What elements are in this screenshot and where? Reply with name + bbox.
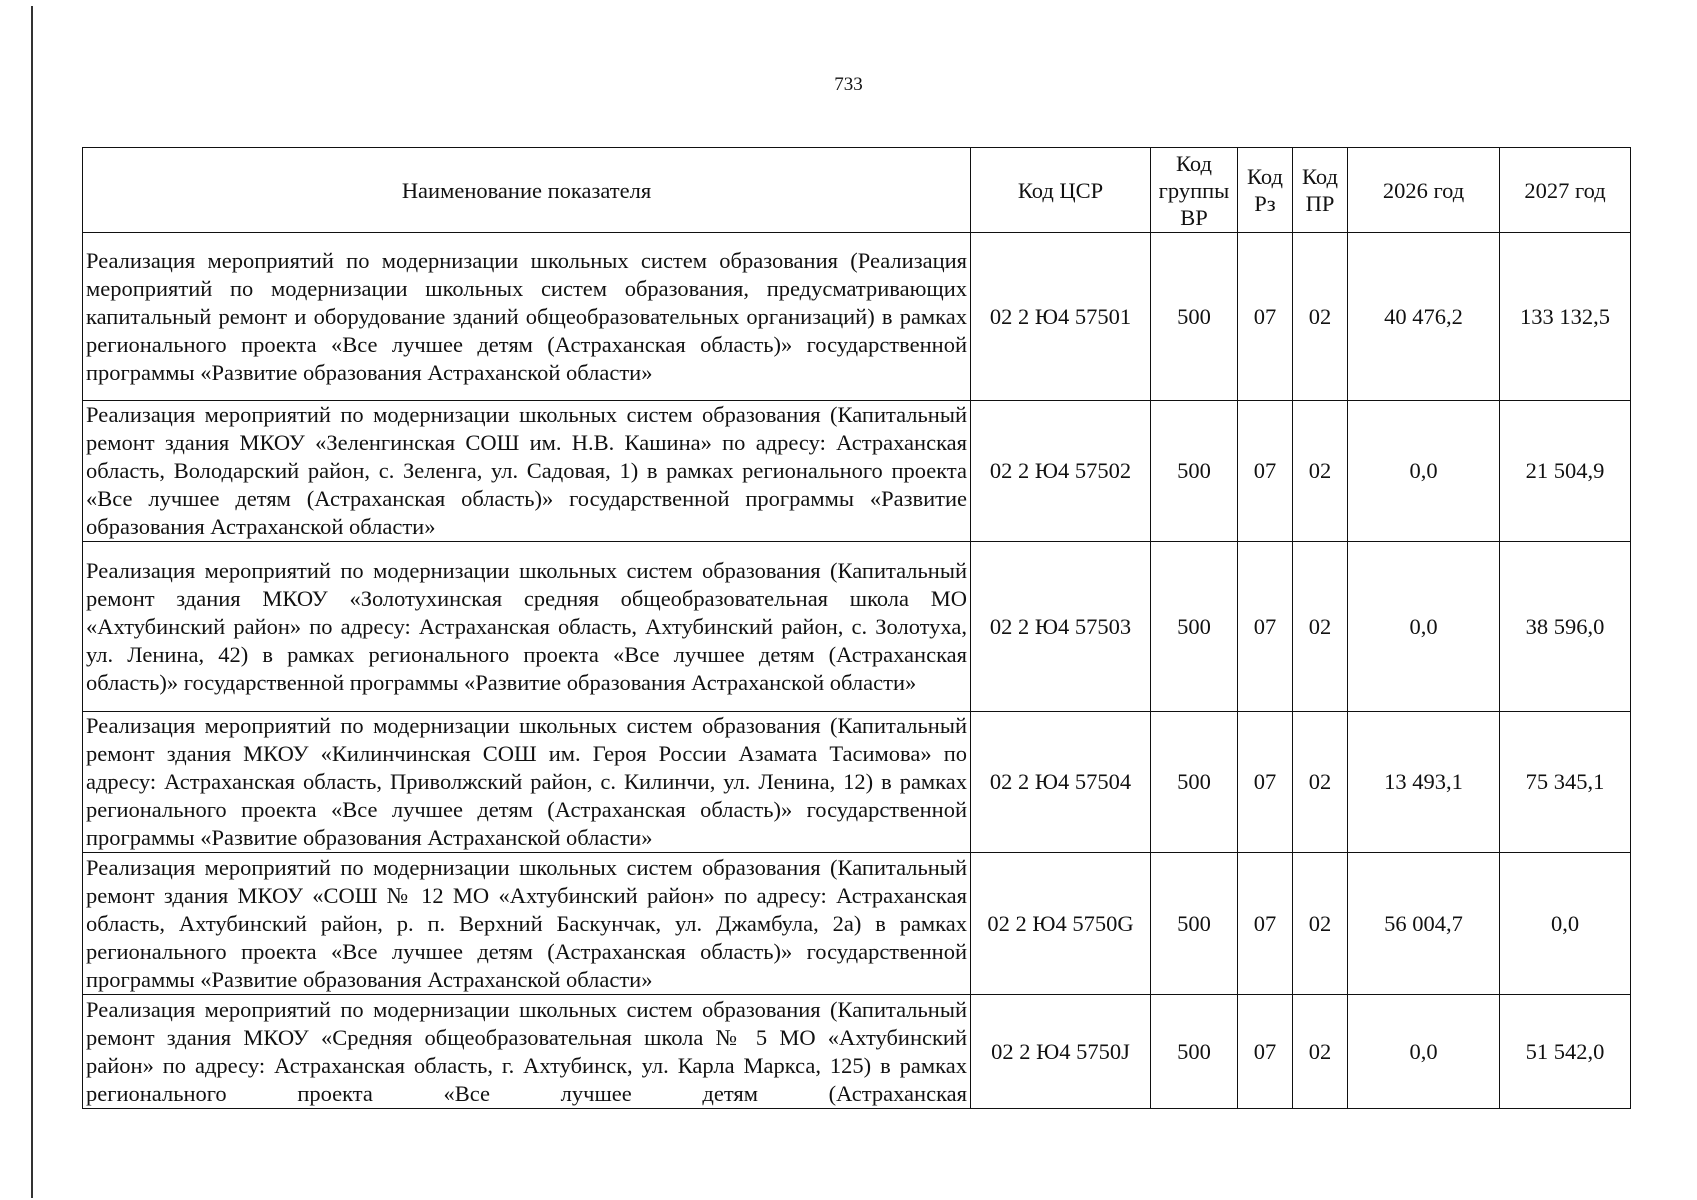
row-rz: 07 bbox=[1238, 542, 1293, 712]
row-name: Реализация мероприятий по модернизации школьных систем образования (Капитальный ремонт здания МКОУ «Зеленгинская СОШ им. Н.В. Кашина» по адресу: Астраханская область, Володарский район, с. Зеленга, ул. Садовая, 1) в рамках регионального проекта «Все лучшее детям (Астраханская область)» государственной программы «Развитие образования Астраханской области» bbox=[83, 401, 971, 542]
row-2026: 40 476,2 bbox=[1348, 233, 1500, 401]
row-csr: 02 2 Ю4 5750J bbox=[971, 995, 1151, 1109]
row-vr: 500 bbox=[1151, 853, 1238, 995]
row-name: Реализация мероприятий по модернизации школьных систем образования (Капитальный ремонт здания МКОУ «Средняя общеобразовательная школа № 5 МО «Ахтубинский район» по адресу: Астраханская область, г. Ахтубинск, ул. Карла Маркса, 125) в рамках регионального проекта «Все лучшее детям (Астраханская bbox=[86, 996, 967, 1106]
row-vr: 500 bbox=[1151, 233, 1238, 401]
row-vr: 500 bbox=[1151, 401, 1238, 542]
row-csr: 02 2 Ю4 57502 bbox=[971, 401, 1151, 542]
row-2026: 0,0 bbox=[1348, 542, 1500, 712]
row-rz: 07 bbox=[1238, 233, 1293, 401]
row-pr: 02 bbox=[1293, 233, 1348, 401]
row-rz: 07 bbox=[1238, 712, 1293, 853]
row-vr: 500 bbox=[1151, 542, 1238, 712]
row-csr: 02 2 Ю4 57504 bbox=[971, 712, 1151, 853]
row-rz: 07 bbox=[1238, 401, 1293, 542]
table-row bbox=[83, 542, 1631, 712]
header-vr: Код группы ВР bbox=[1151, 148, 1238, 233]
row-rz: 07 bbox=[1238, 853, 1293, 995]
page-number: 733 bbox=[834, 74, 863, 95]
table-header-row bbox=[83, 148, 1631, 233]
table-row bbox=[83, 233, 1631, 401]
row-2027: 0,0 bbox=[1500, 853, 1631, 995]
row-pr: 02 bbox=[1293, 995, 1348, 1109]
row-csr: 02 2 Ю4 57503 bbox=[971, 542, 1151, 712]
row-name-cell bbox=[83, 995, 971, 1109]
table-row bbox=[83, 712, 1631, 853]
row-2027: 21 504,9 bbox=[1500, 401, 1631, 542]
header-2026: 2026 год bbox=[1348, 148, 1500, 233]
row-2027: 51 542,0 bbox=[1500, 995, 1631, 1109]
header-csr: Код ЦСР bbox=[971, 148, 1151, 233]
budget-table bbox=[82, 147, 1631, 1109]
row-name: Реализация мероприятий по модернизации школьных систем образования (Капитальный ремонт здания МКОУ «Золотухинская средняя общеобразовательная школа МО «Ахтубинский район» по адресу: Астраханская область, Ахтубинский район, с. Золотуха, ул. Ленина, 42) в рамках регионального проекта «Все лучшее детям (Астраханская область)» государственной программы «Развитие образования Астраханской области» bbox=[83, 542, 971, 712]
row-rz: 07 bbox=[1238, 995, 1293, 1109]
row-csr: 02 2 Ю4 5750G bbox=[971, 853, 1151, 995]
row-2026: 0,0 bbox=[1348, 401, 1500, 542]
table-row bbox=[83, 853, 1631, 995]
row-vr: 500 bbox=[1151, 712, 1238, 853]
row-2027: 38 596,0 bbox=[1500, 542, 1631, 712]
header-rz: Код Рз bbox=[1238, 148, 1293, 233]
row-pr: 02 bbox=[1293, 542, 1348, 712]
row-csr: 02 2 Ю4 57501 bbox=[971, 233, 1151, 401]
table-row bbox=[83, 401, 1631, 542]
row-pr: 02 bbox=[1293, 712, 1348, 853]
row-2026: 56 004,7 bbox=[1348, 853, 1500, 995]
table-row bbox=[83, 995, 1631, 1109]
row-2026: 13 493,1 bbox=[1348, 712, 1500, 853]
header-pr: Код ПР bbox=[1293, 148, 1348, 233]
binding-margin-line bbox=[31, 6, 33, 1198]
header-2027: 2027 год bbox=[1500, 148, 1631, 233]
row-name: Реализация мероприятий по модернизации школьных систем образования (Капитальный ремонт здания МКОУ «СОШ № 12 МО «Ахтубинский район» по адресу: Астраханская область, Ахтубинский район, р. п. Верхний Баскунчак, ул. Джамбула, 2а) в рамках регионального проекта «Все лучшее детям (Астраханская область)» государственной программы «Развитие образования Астраханской области» bbox=[83, 853, 971, 995]
row-2027: 75 345,1 bbox=[1500, 712, 1631, 853]
row-2026: 0,0 bbox=[1348, 995, 1500, 1109]
row-2027: 133 132,5 bbox=[1500, 233, 1631, 401]
row-vr: 500 bbox=[1151, 995, 1238, 1109]
row-name: Реализация мероприятий по модернизации школьных систем образования (Капитальный ремонт здания МКОУ «Килинчинская СОШ им. Героя России Азамата Тасимова» по адресу: Астраханская область, Приволжский район, с. Килинчи, ул. Ленина, 12) в рамках регионального проекта «Все лучшее детям (Астраханская область)» государственной программы «Развитие образования Астраханской области» bbox=[83, 712, 971, 853]
row-name: Реализация мероприятий по модернизации школьных систем образования (Реализация мероприятий по модернизации школьных систем образования, предусматривающих капитальный ремонт и оборудование зданий общеобразовательных организаций) в рамках регионального проекта «Все лучшее детям (Астраханская область)» государственной программы «Развитие образования Астраханской области» bbox=[83, 233, 971, 401]
row-pr: 02 bbox=[1293, 853, 1348, 995]
row-pr: 02 bbox=[1293, 401, 1348, 542]
header-name: Наименование показателя bbox=[83, 148, 971, 233]
